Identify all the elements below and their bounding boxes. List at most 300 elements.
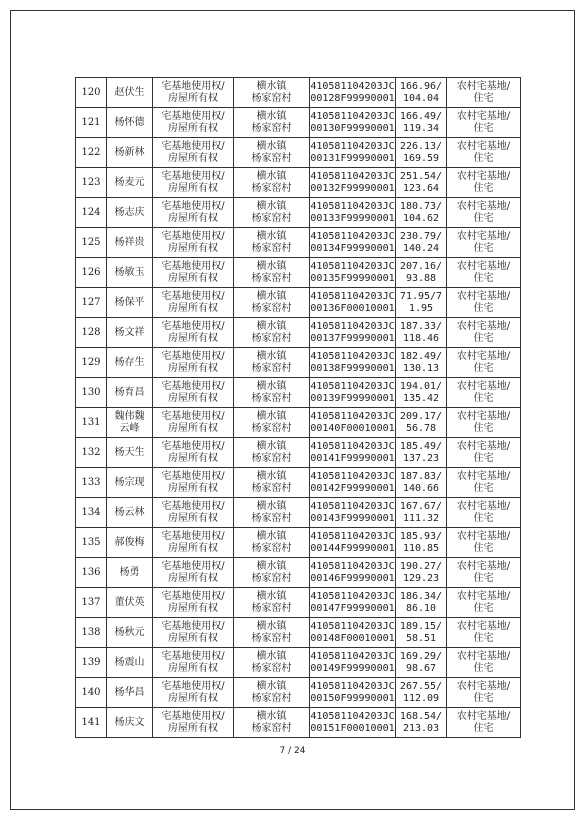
area-cell-line: 230.79/ [399, 230, 443, 242]
land-use-cell-line: 农村宅基地/ [456, 80, 511, 92]
right-type-cell-line: 房屋所有权 [168, 422, 218, 434]
location-cell-line: 横水镇 [256, 80, 287, 92]
right-type-cell-line: 房屋所有权 [168, 482, 218, 494]
parcel-code-cell-line: 00137F99990001 [310, 332, 395, 344]
right-type-cell-line: 宅基地使用权/ [161, 110, 225, 122]
area-cell [396, 708, 447, 738]
right-type-cell-line: 宅基地使用权/ [161, 230, 225, 242]
land-use-cell-line: 农村宅基地/ [456, 500, 511, 512]
right-type-cell-line: 房屋所有权 [168, 242, 218, 254]
area-cell [396, 468, 447, 498]
owner-name-cell: 杨震山 [107, 648, 153, 678]
land-use-cell-line: 农村宅基地/ [456, 710, 511, 722]
area-cell [396, 108, 447, 138]
right-type-cell-line: 房屋所有权 [168, 152, 218, 164]
record-number-cell: 123 [76, 168, 107, 198]
parcel-code-cell [310, 318, 396, 348]
land-use-cell-line: 住宅 [473, 242, 494, 254]
right-type-cell-line: 房屋所有权 [168, 602, 218, 614]
right-type-cell [153, 78, 234, 108]
location-cell [234, 318, 310, 348]
area-cell-line: 187.33/ [399, 320, 443, 332]
area-cell [396, 678, 447, 708]
land-use-cell-line: 住宅 [473, 152, 494, 164]
parcel-code-cell [310, 648, 396, 678]
land-use-cell-line: 农村宅基地/ [456, 440, 511, 452]
right-type-cell-line: 房屋所有权 [168, 272, 218, 284]
parcel-code-cell-line: 410581104203JC [310, 350, 395, 362]
area-cell-line: 130.13 [402, 362, 440, 374]
parcel-code-cell-line: 00134F99990001 [310, 242, 395, 254]
land-use-cell [447, 348, 521, 378]
right-type-cell-line: 宅基地使用权/ [161, 80, 225, 92]
right-type-cell-line: 宅基地使用权/ [161, 260, 225, 272]
table-row [76, 648, 521, 678]
location-cell [234, 408, 310, 438]
page-number: 7 / 24 [279, 746, 306, 756]
land-use-cell [447, 168, 521, 198]
right-type-cell-line: 宅基地使用权/ [161, 590, 225, 602]
table-row [76, 318, 521, 348]
location-cell-line: 杨家窑村 [251, 272, 292, 284]
area-cell-line: 166.49/ [399, 110, 443, 122]
area-cell-line: 104.62 [402, 212, 440, 224]
registry-table-body [76, 78, 521, 738]
area-cell-line: 226.13/ [399, 140, 443, 152]
right-type-cell [153, 288, 234, 318]
right-type-cell [153, 588, 234, 618]
parcel-code-cell [310, 378, 396, 408]
location-cell [234, 138, 310, 168]
area-cell-line: 98.67 [405, 662, 437, 674]
right-type-cell-line: 宅基地使用权/ [161, 320, 225, 332]
location-cell-line: 横水镇 [256, 410, 287, 422]
parcel-code-cell-line: 00147F99990001 [310, 602, 395, 614]
area-cell-line: 209.17/ [399, 410, 443, 422]
location-cell [234, 288, 310, 318]
table-row [76, 258, 521, 288]
location-cell [234, 198, 310, 228]
right-type-cell-line: 房屋所有权 [168, 392, 218, 404]
location-cell-line: 杨家窑村 [251, 302, 292, 314]
record-number-cell: 120 [76, 78, 107, 108]
land-use-cell-line: 农村宅基地/ [456, 350, 511, 362]
right-type-cell-line: 房屋所有权 [168, 572, 218, 584]
table-row [76, 438, 521, 468]
right-type-cell-line: 宅基地使用权/ [161, 530, 225, 542]
area-cell [396, 648, 447, 678]
right-type-cell-line: 宅基地使用权/ [161, 620, 225, 632]
location-cell-line: 杨家窑村 [251, 92, 292, 104]
location-cell-line: 横水镇 [256, 680, 287, 692]
area-cell-line: 71.95/7 [399, 290, 443, 302]
location-cell-line: 横水镇 [256, 470, 287, 482]
location-cell-line: 横水镇 [256, 110, 287, 122]
area-cell-line: 180.73/ [399, 200, 443, 212]
right-type-cell [153, 678, 234, 708]
land-use-cell-line: 住宅 [473, 272, 494, 284]
owner-name-cell: 杨怀德 [107, 108, 153, 138]
owner-name-cell: 杨华昌 [107, 678, 153, 708]
record-number-cell: 129 [76, 348, 107, 378]
land-use-cell-line: 住宅 [473, 512, 494, 524]
owner-name-cell-line: 云峰 [119, 422, 140, 434]
area-cell-line: 182.49/ [399, 350, 443, 362]
land-use-cell-line: 农村宅基地/ [456, 590, 511, 602]
land-use-cell [447, 108, 521, 138]
table-row [76, 588, 521, 618]
area-cell-line: 93.88 [405, 272, 437, 284]
location-cell-line: 横水镇 [256, 200, 287, 212]
area-cell-line: 1.95 [408, 302, 434, 314]
parcel-code-cell [310, 528, 396, 558]
land-use-cell-line: 住宅 [473, 122, 494, 134]
land-use-cell-line: 住宅 [473, 482, 494, 494]
location-cell-line: 杨家窑村 [251, 632, 292, 644]
area-cell-line: 194.01/ [399, 380, 443, 392]
owner-name-cell: 杨天生 [107, 438, 153, 468]
land-use-cell-line: 农村宅基地/ [456, 320, 511, 332]
area-cell [396, 528, 447, 558]
parcel-code-cell [310, 258, 396, 288]
land-use-cell-line: 农村宅基地/ [456, 560, 511, 572]
land-use-cell-line: 住宅 [473, 392, 494, 404]
parcel-code-cell-line: 00136F00010001 [310, 302, 395, 314]
land-use-cell [447, 318, 521, 348]
land-use-cell [447, 138, 521, 168]
area-cell-line: 190.27/ [399, 560, 443, 572]
right-type-cell [153, 408, 234, 438]
table-row [76, 558, 521, 588]
owner-name-cell: 杨秋元 [107, 618, 153, 648]
right-type-cell-line: 宅基地使用权/ [161, 350, 225, 362]
table-row [76, 618, 521, 648]
right-type-cell-line: 房屋所有权 [168, 632, 218, 644]
location-cell-line: 杨家窑村 [251, 452, 292, 464]
table-row [76, 378, 521, 408]
right-type-cell-line: 宅基地使用权/ [161, 470, 225, 482]
land-use-cell-line: 农村宅基地/ [456, 530, 511, 542]
record-number-cell: 141 [76, 708, 107, 738]
location-cell-line: 横水镇 [256, 620, 287, 632]
record-number-cell: 136 [76, 558, 107, 588]
land-use-cell-line: 农村宅基地/ [456, 680, 511, 692]
area-cell [396, 258, 447, 288]
location-cell-line: 横水镇 [256, 350, 287, 362]
land-use-cell [447, 468, 521, 498]
right-type-cell-line: 宅基地使用权/ [161, 290, 225, 302]
parcel-code-cell-line: 00149F99990001 [310, 662, 395, 674]
area-cell-line: 185.93/ [399, 530, 443, 542]
right-type-cell-line: 房屋所有权 [168, 362, 218, 374]
parcel-code-cell-line: 00148F00010001 [310, 632, 395, 644]
land-use-cell-line: 住宅 [473, 572, 494, 584]
area-cell [396, 288, 447, 318]
right-type-cell [153, 138, 234, 168]
land-use-cell [447, 378, 521, 408]
parcel-code-cell-line: 410581104203JC [310, 710, 395, 722]
location-cell [234, 588, 310, 618]
location-cell [234, 438, 310, 468]
land-use-cell-line: 住宅 [473, 302, 494, 314]
right-type-cell-line: 房屋所有权 [168, 182, 218, 194]
right-type-cell-line: 宅基地使用权/ [161, 710, 225, 722]
area-cell-line: 187.83/ [399, 470, 443, 482]
right-type-cell [153, 258, 234, 288]
location-cell [234, 168, 310, 198]
location-cell-line: 杨家窑村 [251, 152, 292, 164]
record-number-cell: 131 [76, 408, 107, 438]
parcel-code-cell [310, 78, 396, 108]
land-use-cell-line: 农村宅基地/ [456, 380, 511, 392]
land-use-cell-line: 农村宅基地/ [456, 140, 511, 152]
area-cell-line: 140.24 [402, 242, 440, 254]
parcel-code-cell-line: 00142F99990001 [310, 482, 395, 494]
parcel-code-cell [310, 558, 396, 588]
parcel-code-cell-line: 00138F99990001 [310, 362, 395, 374]
area-cell-line: 119.34 [402, 122, 440, 134]
location-cell-line: 杨家窑村 [251, 602, 292, 614]
land-use-cell-line: 农村宅基地/ [456, 620, 511, 632]
record-number-cell: 134 [76, 498, 107, 528]
right-type-cell-line: 房屋所有权 [168, 302, 218, 314]
location-cell-line: 横水镇 [256, 140, 287, 152]
land-use-cell-line: 农村宅基地/ [456, 260, 511, 272]
record-number-cell: 125 [76, 228, 107, 258]
right-type-cell [153, 648, 234, 678]
owner-name-cell: 杨宗现 [107, 468, 153, 498]
parcel-code-cell-line: 410581104203JC [310, 80, 395, 92]
record-number-cell: 138 [76, 618, 107, 648]
table-row [76, 288, 521, 318]
parcel-code-cell-line: 00151F00010001 [310, 722, 395, 734]
location-cell-line: 横水镇 [256, 560, 287, 572]
land-use-cell-line: 住宅 [473, 182, 494, 194]
parcel-code-cell-line: 00130F99990001 [310, 122, 395, 134]
area-cell-line: 168.54/ [399, 710, 443, 722]
location-cell [234, 348, 310, 378]
parcel-code-cell-line: 00141F99990001 [310, 452, 395, 464]
area-cell [396, 588, 447, 618]
location-cell-line: 杨家窑村 [251, 392, 292, 404]
location-cell-line: 横水镇 [256, 290, 287, 302]
area-cell [396, 408, 447, 438]
location-cell-line: 杨家窑村 [251, 542, 292, 554]
owner-name-cell: 董伏英 [107, 588, 153, 618]
land-use-cell [447, 618, 521, 648]
parcel-code-cell [310, 108, 396, 138]
record-number-cell: 139 [76, 648, 107, 678]
location-cell [234, 258, 310, 288]
owner-name-cell: 杨志庆 [107, 198, 153, 228]
area-cell-line: 112.09 [402, 692, 440, 704]
area-cell-line: 104.04 [402, 92, 440, 104]
area-cell-line: 169.59 [402, 152, 440, 164]
location-cell [234, 468, 310, 498]
parcel-code-cell [310, 588, 396, 618]
location-cell-line: 横水镇 [256, 380, 287, 392]
parcel-code-cell-line: 410581104203JC [310, 110, 395, 122]
parcel-code-cell-line: 00135F99990001 [310, 272, 395, 284]
parcel-code-cell [310, 408, 396, 438]
table-row [76, 168, 521, 198]
land-use-cell [447, 498, 521, 528]
right-type-cell-line: 宅基地使用权/ [161, 680, 225, 692]
area-cell-line: 111.32 [402, 512, 440, 524]
table-row [76, 228, 521, 258]
right-type-cell-line: 房屋所有权 [168, 662, 218, 674]
table-row [76, 408, 521, 438]
right-type-cell [153, 438, 234, 468]
area-cell [396, 198, 447, 228]
land-use-cell [447, 558, 521, 588]
parcel-code-cell-line: 410581104203JC [310, 290, 395, 302]
location-cell-line: 杨家窑村 [251, 662, 292, 674]
parcel-code-cell-line: 410581104203JC [310, 500, 395, 512]
area-cell [396, 378, 447, 408]
registry-table [75, 77, 521, 738]
record-number-cell: 140 [76, 678, 107, 708]
right-type-cell [153, 228, 234, 258]
right-type-cell-line: 宅基地使用权/ [161, 500, 225, 512]
location-cell-line: 杨家窑村 [251, 242, 292, 254]
record-number-cell: 121 [76, 108, 107, 138]
land-use-cell-line: 住宅 [473, 362, 494, 374]
right-type-cell [153, 378, 234, 408]
owner-name-cell: 杨保平 [107, 288, 153, 318]
parcel-code-cell [310, 168, 396, 198]
land-use-cell [447, 198, 521, 228]
table-row [76, 138, 521, 168]
land-use-cell [447, 588, 521, 618]
area-cell-line: 251.54/ [399, 170, 443, 182]
record-number-cell: 128 [76, 318, 107, 348]
parcel-code-cell-line: 00143F99990001 [310, 512, 395, 524]
location-cell [234, 678, 310, 708]
parcel-code-cell [310, 288, 396, 318]
parcel-code-cell [310, 228, 396, 258]
area-cell [396, 558, 447, 588]
right-type-cell [153, 108, 234, 138]
area-cell [396, 228, 447, 258]
parcel-code-cell-line: 00131F99990001 [310, 152, 395, 164]
right-type-cell [153, 618, 234, 648]
owner-name-cell: 郝俊梅 [107, 528, 153, 558]
parcel-code-cell-line: 00144F99990001 [310, 542, 395, 554]
area-cell [396, 498, 447, 528]
area-cell-line: 267.55/ [399, 680, 443, 692]
area-cell [396, 348, 447, 378]
land-use-cell-line: 住宅 [473, 692, 494, 704]
location-cell [234, 108, 310, 138]
parcel-code-cell-line: 410581104203JC [310, 650, 395, 662]
land-use-cell-line: 住宅 [473, 662, 494, 674]
land-use-cell [447, 408, 521, 438]
location-cell-line: 横水镇 [256, 320, 287, 332]
area-cell-line: 129.23 [402, 572, 440, 584]
land-use-cell-line: 农村宅基地/ [456, 170, 511, 182]
land-use-cell [447, 678, 521, 708]
record-number-cell: 122 [76, 138, 107, 168]
location-cell-line: 横水镇 [256, 590, 287, 602]
area-cell-line: 189.15/ [399, 620, 443, 632]
right-type-cell-line: 宅基地使用权/ [161, 200, 225, 212]
owner-name-cell: 杨存生 [107, 348, 153, 378]
land-use-cell-line: 农村宅基地/ [456, 200, 511, 212]
area-cell [396, 138, 447, 168]
parcel-code-cell-line: 410581104203JC [310, 620, 395, 632]
right-type-cell [153, 168, 234, 198]
right-type-cell-line: 房屋所有权 [168, 122, 218, 134]
parcel-code-cell [310, 618, 396, 648]
location-cell-line: 杨家窑村 [251, 692, 292, 704]
area-cell-line: 86.10 [405, 602, 437, 614]
table-row [76, 348, 521, 378]
parcel-code-cell-line: 410581104203JC [310, 590, 395, 602]
parcel-code-cell [310, 708, 396, 738]
record-number-cell: 130 [76, 378, 107, 408]
record-number-cell: 132 [76, 438, 107, 468]
area-cell [396, 618, 447, 648]
owner-name-cell-line: 魏伟魏 [114, 410, 145, 422]
location-cell-line: 横水镇 [256, 440, 287, 452]
parcel-code-cell-line: 410581104203JC [310, 410, 395, 422]
right-type-cell [153, 498, 234, 528]
record-number-cell: 124 [76, 198, 107, 228]
area-cell [396, 318, 447, 348]
land-use-cell [447, 648, 521, 678]
table-row [76, 678, 521, 708]
location-cell-line: 杨家窑村 [251, 182, 292, 194]
parcel-code-cell-line: 410581104203JC [310, 440, 395, 452]
parcel-code-cell-line: 00132F99990001 [310, 182, 395, 194]
land-use-cell-line: 住宅 [473, 452, 494, 464]
table-row [76, 528, 521, 558]
record-number-cell: 137 [76, 588, 107, 618]
table-row [76, 198, 521, 228]
location-cell-line: 横水镇 [256, 230, 287, 242]
owner-name-cell: 杨麦元 [107, 168, 153, 198]
land-use-cell [447, 78, 521, 108]
land-use-cell [447, 438, 521, 468]
right-type-cell-line: 房屋所有权 [168, 332, 218, 344]
area-cell-line: 167.67/ [399, 500, 443, 512]
location-cell-line: 杨家窑村 [251, 212, 292, 224]
land-use-cell-line: 住宅 [473, 212, 494, 224]
right-type-cell-line: 宅基地使用权/ [161, 440, 225, 452]
parcel-code-cell-line: 410581104203JC [310, 320, 395, 332]
land-use-cell-line: 农村宅基地/ [456, 110, 511, 122]
right-type-cell [153, 318, 234, 348]
parcel-code-cell [310, 138, 396, 168]
location-cell-line: 横水镇 [256, 500, 287, 512]
owner-name-cell: 杨新林 [107, 138, 153, 168]
location-cell-line: 杨家窑村 [251, 482, 292, 494]
record-number-cell: 126 [76, 258, 107, 288]
parcel-code-cell [310, 198, 396, 228]
parcel-code-cell-line: 00133F99990001 [310, 212, 395, 224]
right-type-cell-line: 宅基地使用权/ [161, 410, 225, 422]
right-type-cell-line: 房屋所有权 [168, 512, 218, 524]
area-cell-line: 186.34/ [399, 590, 443, 602]
owner-name-cell: 杨勇 [107, 558, 153, 588]
right-type-cell [153, 468, 234, 498]
parcel-code-cell-line: 00150F99990001 [310, 692, 395, 704]
land-use-cell-line: 住宅 [473, 542, 494, 554]
location-cell-line: 杨家窑村 [251, 362, 292, 374]
parcel-code-cell [310, 348, 396, 378]
parcel-code-cell [310, 498, 396, 528]
